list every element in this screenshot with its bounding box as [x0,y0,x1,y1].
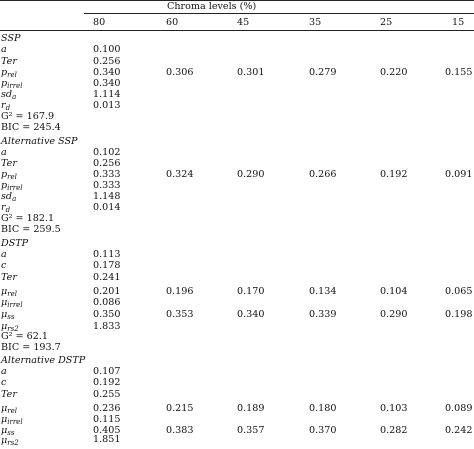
ssp-bic: BIC = 245.4 [1,122,61,133]
col-header-15: 15 [452,17,465,28]
altssp-pirrel-80: 0.333 [93,180,121,191]
section-title-alt-ssp: Alternative SSP [1,136,78,147]
dstp-muss-60: 0.353 [166,309,194,320]
param-mu-rel: $\mu_{rel}$ [1,286,17,298]
dstp-ter-80: 0.241 [93,272,121,283]
ssp-pirrel-80: 0.340 [93,78,121,89]
dstp-muss-25: 0.290 [380,309,408,320]
chroma-levels-underline [84,13,474,14]
altdstp-murel-25: 0.103 [380,403,408,414]
altssp-prel-80: 0.333 [93,169,121,180]
dstp-murs2-80: 1.833 [93,321,121,332]
dstp-murel-25: 0.104 [380,286,408,297]
param-ter: Ter [1,272,17,283]
param-mu-ss: $\mu_{ss}$ [1,425,15,437]
chroma-levels-heading: Chroma levels (%) [167,1,257,12]
dstp-murel-80: 0.201 [93,286,121,297]
header-bottom-rule [0,30,474,31]
ssp-sda-80: 1.114 [93,89,121,100]
param-ter: Ter [1,389,17,400]
ssp-prel-15: 0.155 [445,67,473,78]
ssp-prel-25: 0.220 [380,67,408,78]
ssp-prel-45: 0.301 [237,67,265,78]
ssp-prel-35: 0.279 [309,67,337,78]
param-r-d: $r_d$ [1,100,11,112]
ssp-rd-80: 0.013 [93,100,121,111]
param-sd-a: $sd_a$ [1,89,17,101]
param-c: c [1,260,7,271]
param-a: a [1,249,7,260]
param-r-d: $r_d$ [1,202,11,214]
param-mu-irrel: $\mu_{irrel}$ [1,414,23,426]
param-mu-irrel: $\mu_{irrel}$ [1,297,23,309]
altssp-ter-80: 0.256 [93,158,121,169]
altssp-prel-15: 0.091 [445,169,473,180]
param-mu-rs2: $\mu_{rs2}$ [1,435,19,447]
dstp-murel-35: 0.134 [309,286,337,297]
col-header-80: 80 [93,17,106,28]
dstp-muss-45: 0.340 [237,309,265,320]
dstp-c-80: 0.178 [93,260,121,271]
altdstp-muss-25: 0.282 [380,425,408,436]
section-title-ssp: SSP [1,33,21,44]
param-a: a [1,147,7,158]
param-a: a [1,366,7,377]
altdstp-murel-15: 0.089 [445,403,473,414]
altssp-prel-60: 0.324 [166,169,194,180]
altssp-prel-45: 0.290 [237,169,265,180]
altssp-prel-25: 0.192 [380,169,408,180]
altdstp-muss-35: 0.370 [309,425,337,436]
altdstp-murs2-80: 1.851 [93,434,121,445]
ssp-prel-80: 0.340 [93,67,121,78]
dstp-a-80: 0.113 [93,249,121,260]
altdstp-muss-80: 0.405 [93,425,121,436]
altssp-a-80: 0.102 [93,147,121,158]
altdstp-murel-60: 0.215 [166,403,194,414]
param-ter: Ter [1,56,17,67]
altssp-rd-80: 0.014 [93,202,121,213]
altssp-g2: G² = 182.1 [1,213,55,224]
section-title-alt-dstp: Alternative DSTP [1,355,86,366]
param-a: a [1,44,7,55]
dstp-muirrel-80: 0.086 [93,297,121,308]
altdstp-muirrel-80: 0.115 [93,414,121,425]
param-mu-ss: $\mu_{ss}$ [1,309,15,321]
param-ter: Ter [1,158,17,169]
param-p-rel: $p_{rel}$ [1,67,17,79]
altdstp-muss-45: 0.357 [237,425,265,436]
ssp-g2: G² = 167.9 [1,111,55,122]
dstp-murel-15: 0.065 [445,286,473,297]
altdstp-muss-60: 0.383 [166,425,194,436]
param-mu-rel: $\mu_{rel}$ [1,403,17,415]
ssp-ter-80: 0.256 [93,56,121,67]
dstp-muss-80: 0.350 [93,309,121,320]
dstp-muss-35: 0.339 [309,309,337,320]
altdstp-murel-35: 0.180 [309,403,337,414]
dstp-bic: BIC = 193.7 [1,342,61,353]
col-header-25: 25 [380,17,393,28]
col-header-35: 35 [309,17,322,28]
altdstp-c-80: 0.192 [93,377,121,388]
param-sd-a: $sd_a$ [1,191,17,203]
section-title-dstp: DSTP [1,238,29,249]
ssp-prel-60: 0.306 [166,67,194,78]
param-c: c [1,377,7,388]
altdstp-a-80: 0.107 [93,366,121,377]
altdstp-muss-15: 0.242 [445,425,473,436]
altssp-sda-80: 1.148 [93,191,121,202]
col-header-60: 60 [166,17,179,28]
ssp-a-80: 0.100 [93,44,121,55]
altssp-bic: BIC = 259.5 [1,224,61,235]
altdstp-murel-80: 0.236 [93,403,121,414]
dstp-g2: G² = 62.1 [1,331,49,342]
dstp-murel-45: 0.170 [237,286,265,297]
dstp-muss-15: 0.198 [445,309,473,320]
param-p-rel: $p_{rel}$ [1,169,17,181]
dstp-murel-60: 0.196 [166,286,194,297]
col-header-45: 45 [237,17,250,28]
altssp-prel-35: 0.266 [309,169,337,180]
param-p-irrel: $p_{irrel}$ [1,180,23,192]
param-mu-rs2: $\mu_{rs2}$ [1,321,19,333]
param-p-irrel: $p_{irrel}$ [1,78,23,90]
altdstp-murel-45: 0.189 [237,403,265,414]
altdstp-ter-80: 0.255 [93,389,121,400]
